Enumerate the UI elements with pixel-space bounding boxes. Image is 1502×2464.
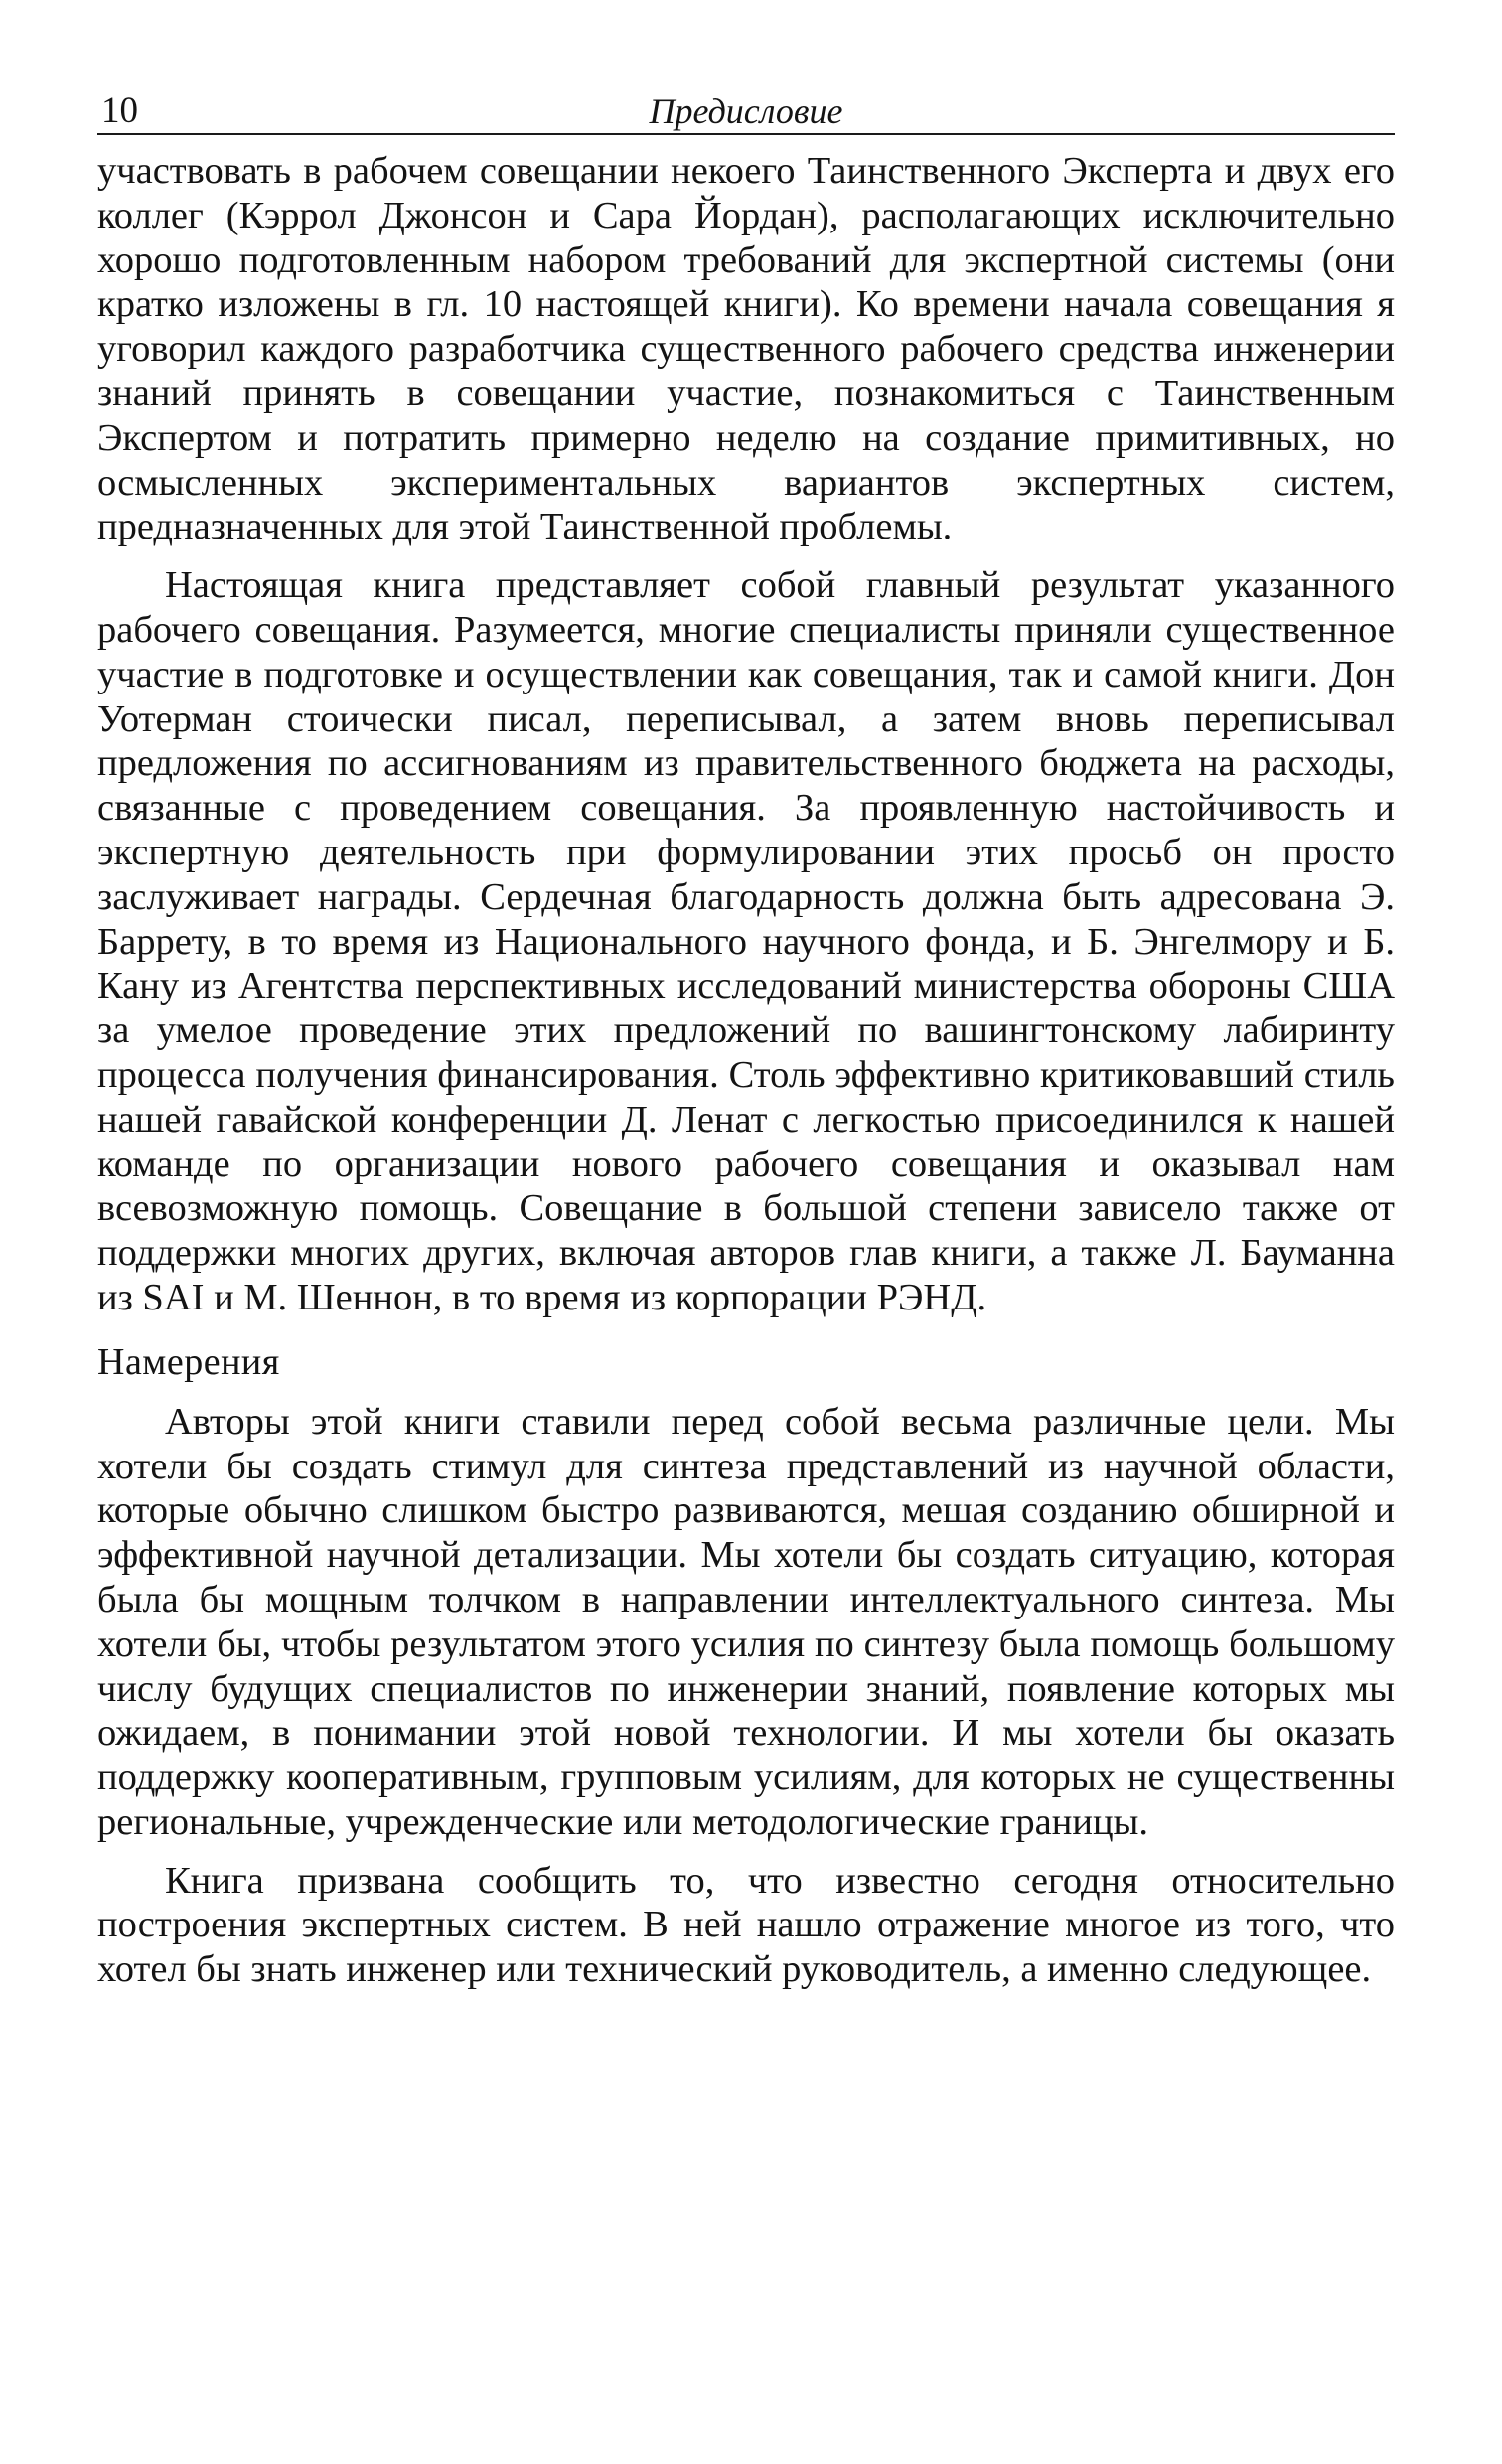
- section-heading: Намерения: [97, 1340, 280, 1383]
- running-head: [97, 87, 1395, 135]
- paragraph-4: Книга призвана сообщить то, что известно сегодня относительно построения экспертных систем. В ней нашло отражение многое из того, что хотел бы знать инженер или технический руководитель, а именно следующее.: [97, 1859, 1395, 1991]
- book-page: [97, 87, 1395, 1992]
- body-text: [97, 149, 1395, 1992]
- page-number: 10: [101, 90, 138, 131]
- running-title: Предисловие: [649, 91, 843, 131]
- paragraph-3: Авторы этой книги ставили перед собой весьма различные цели. Мы хотели бы создать стимул для синтеза представлений из научной области, которые обычно слишком быстро развиваются, мешая созданию обширной и эффективной научной детализации. Мы хотели бы создать ситуацию, которая была бы мощным толчком в направлении интеллектуального синтеза. Мы хотели бы, чтобы результатом этого усилия по синтезу была помощь большому числу будущих специалистов по инженерии знаний, появление которых мы ожидаем, в понимании этой новой технологии. И мы хотели бы оказать поддержку кооперативным, групповым усилиям, для которых не существенны региональные, учрежденческие или методологические границы.: [97, 1400, 1395, 1843]
- paragraph-1: участвовать в рабочем совещании некоего Таинственного Эксперта и двух его коллег (Кэррол Джонсон и Сара Йордан), располагающих исключительно хорошо подготовленным набором требований для экспертной системы (они кратко изложены в гл. 10 настоящей книги). Ко времени начала совещания я уговорил каждого разработчика существенного рабочего средства инженерии знаний принять в совещании участие, познакомиться с Таинственным Экспертом и потратить примерно неделю на создание примитивных, но осмысленных экспериментальных вариантов экспертных систем, предназначенных для этой Таинственной проблемы.: [97, 150, 1395, 548]
- paragraph-2: Настоящая книга представляет собой главный результат указанного рабочего совещания. Разумеется, многие специалисты приняли существенное участие в подготовке и осуществлении как совещания, так и самой книги. Дон Уотерман стоически писал, переписывал, а затем вновь переписывал предложения по ассигнованиям из правительственного бюджета на расходы, связанные с проведением совещания. За проявленную настойчивость и экспертную деятельность при формулировании этих просьб он просто заслуживает награды. Сердечная благодарность должна быть адресована Э. Баррету, в то время из Национального научного фонда, и Б. Энгелмору и Б. Кану из Агентства перспективных исследований министерства обороны США за умелое проведение этих предложений по вашингтонскому лабиринту процесса получения финансирования. Столь эффективно критиковавший стиль нашей гавайской конференции Д. Ленат с легкостью присоединился к нашей команде по организации нового рабочего совещания и оказывал нам всевозможную помощь. Совещание в большой степени зависело также от поддержки многих других, включая авторов глав книги, а также Л. Бауманна из SAI и М. Шеннон, в то время из корпорации РЭНД.: [97, 564, 1395, 1318]
